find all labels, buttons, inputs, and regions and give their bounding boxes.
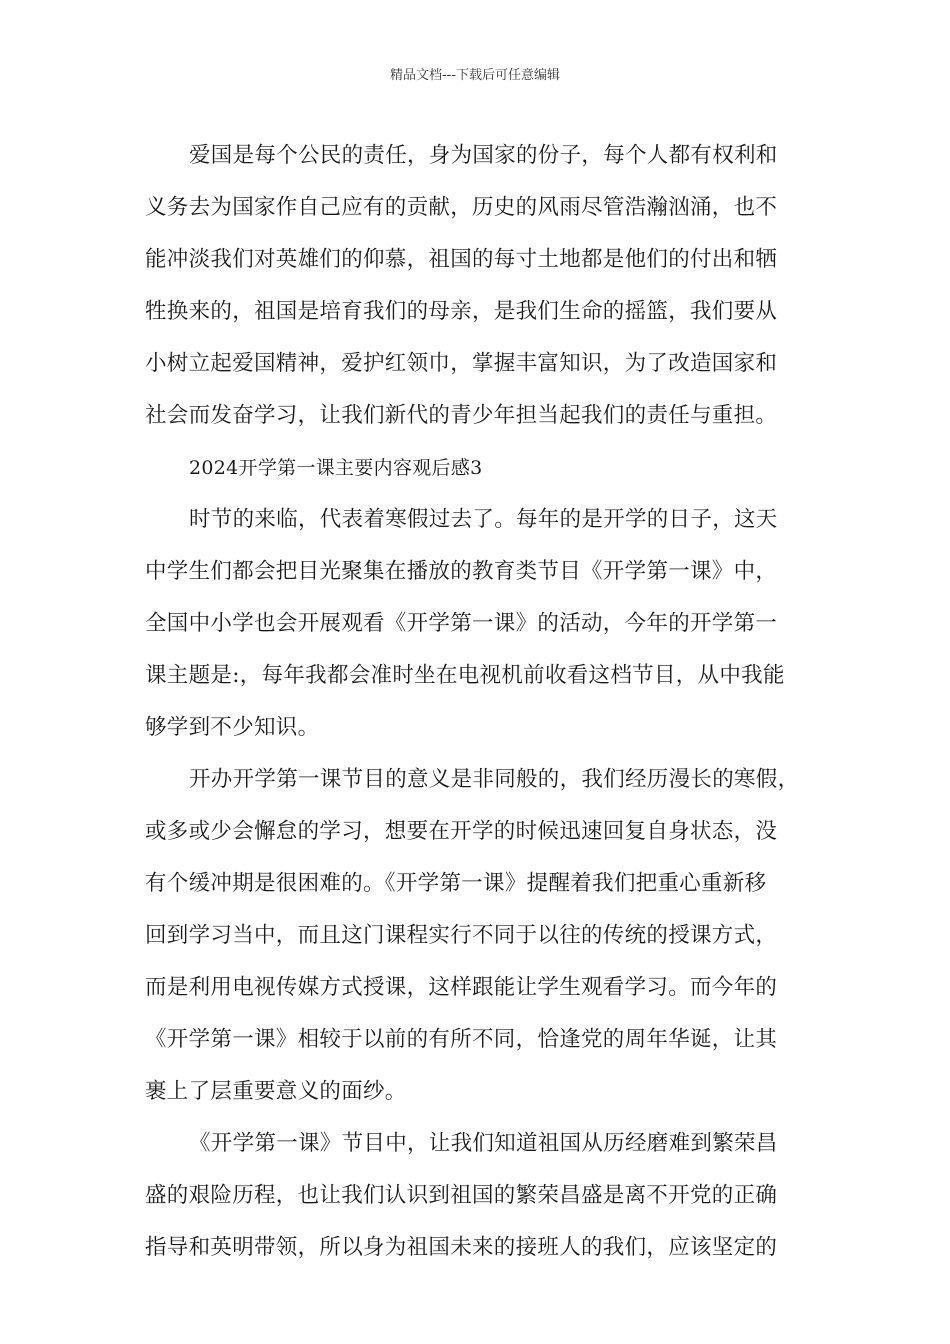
text-line: 课主题是:，每年我都会准时坐在电视机前收看这档节目，从中我能 xyxy=(145,663,785,688)
text-line: 《开学第一课》节目中，让我们知道祖国从历经磨难到繁荣昌 xyxy=(189,1131,778,1156)
text-line: 中学生们都会把目光聚集在播放的教育类节目《开学第一课》中， xyxy=(145,559,778,584)
text-line: 回到学习当中，而且这门课程实行不同于以往的传统的授课方式， xyxy=(145,923,778,948)
text-line: 全国中小学也会开展观看《开学第一课》的活动，今年的开学第一 xyxy=(145,611,778,636)
text-line: 裹上了层重要意义的面纱。 xyxy=(145,1079,407,1104)
text-line: 能冲淡我们对英雄们的仰慕，祖国的每寸土地都是他们的付出和牺 xyxy=(145,247,778,272)
text-line: 开办开学第一课节目的意义是非同般的，我们经历漫长的寒假， xyxy=(189,767,800,792)
text-line: 或多或少会懈怠的学习，想要在开学的时候迅速回复自身状态，没 xyxy=(145,819,778,844)
page-header: 精品文档---下载后可任意编辑 xyxy=(389,68,561,83)
text-line: 够学到不少知识。 xyxy=(145,715,320,740)
document-body xyxy=(145,130,815,1274)
text-line: 时节的来临，代表着寒假过去了。每年的是开学的日子，这天 xyxy=(189,507,778,532)
text-line: 爱国是每个公民的责任，身为国家的份子，每个人都有权利和 xyxy=(189,143,778,168)
text-line: 牲换来的，祖国是培育我们的母亲，是我们生命的摇篮，我们要从 xyxy=(145,299,778,324)
text-line: 义务去为国家作自己应有的贡献，历史的风雨尽管浩瀚汹涌，也不 xyxy=(145,195,778,220)
text-line: 有个缓冲期是很困难的。《开学第一课》提醒着我们把重心重新移 xyxy=(145,871,767,896)
text-line: 小树立起爱国精神，爱护红领巾，掌握丰富知识，为了改造国家和 xyxy=(145,351,778,376)
text-line: 《开学第一课》相较于以前的有所不同，恰逢党的周年华诞，让其 xyxy=(145,1027,778,1052)
text-line: 盛的艰险历程，也让我们认识到祖国的繁荣昌盛是离不开党的正确 xyxy=(145,1183,778,1208)
section-title: 2024开学第一课主要内容观后感3 xyxy=(189,457,483,479)
text-line: 社会而发奋学习，让我们新代的青少年担当起我们的责任与重担。 xyxy=(145,403,778,428)
text-line: 而是利用电视传媒方式授课，这样跟能让学生观看学习。而今年的 xyxy=(145,975,778,1000)
text-line: 指导和英明带领，所以身为祖国未来的接班人的我们，应该坚定的 xyxy=(145,1235,778,1260)
